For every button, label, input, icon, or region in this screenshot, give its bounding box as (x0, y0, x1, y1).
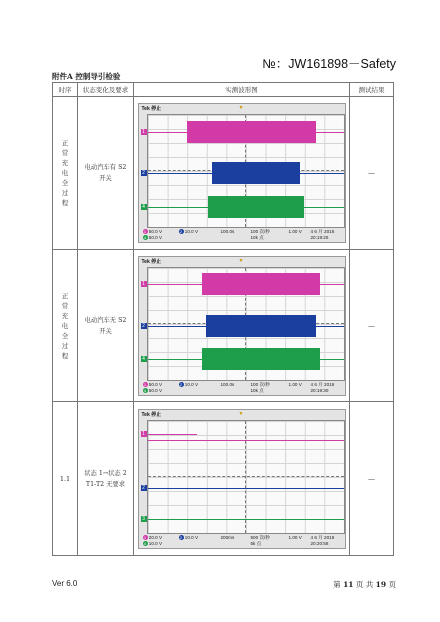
ch2-scale: 10.0 V (184, 229, 199, 234)
trace-marker-ch4: 4 (142, 203, 145, 210)
cell-requirement (78, 250, 134, 402)
ch4-scale: 10.0 V (148, 540, 163, 546)
scope-time: 20:20:58 (310, 540, 329, 546)
table-row (53, 97, 394, 250)
timing-text: 1.1 (59, 474, 71, 483)
cell-result (350, 402, 394, 556)
scope-graticule (142, 114, 345, 228)
ch1-scale: 50.0 V (148, 381, 163, 387)
scope-date: 4 6 月 2016 (310, 381, 335, 387)
report-number: №：JW161898－Safety (262, 57, 396, 71)
scope-graticule (142, 420, 345, 534)
timing-text: 正常充电全过程 (61, 291, 69, 360)
channel-4-icon: 4 (143, 540, 147, 546)
trace-marker-ch1: 1 (142, 128, 145, 135)
result-text: — (368, 474, 375, 483)
ch2-scale: 10.0 V (184, 381, 199, 387)
ch1-scale: 20.0 V (148, 534, 163, 540)
channel-1-icon: 1 (143, 229, 147, 235)
page-number (333, 579, 396, 590)
ch2-scale: 10.0 V (184, 534, 199, 540)
trace-pwm-ch4 (208, 196, 304, 218)
trace-pwm-ch1 (187, 121, 316, 143)
trace-marker-ch2: 2 (142, 484, 145, 491)
cell-timing (53, 402, 78, 556)
page-prefix: 第 (333, 580, 341, 589)
channel-1-icon: 1 (143, 381, 147, 387)
trace-baseline-ch3 (148, 519, 344, 520)
trace-pwm-ch4 (202, 348, 320, 370)
requirement-text: 电动汽车无 S2 开关 (84, 316, 127, 335)
version-label: Ver 6.0 (52, 579, 78, 588)
header-timing: 时序 (53, 83, 78, 97)
trace-baseline-ch2 (148, 488, 344, 489)
trace-step-ch1 (148, 434, 197, 435)
channel-2-icon: 2 (179, 229, 183, 235)
oscilloscope-screenshot (138, 409, 346, 549)
channel-4-icon: 4 (143, 387, 147, 393)
trace-marker-ch2: 2 (142, 322, 145, 329)
scope-status: Tek 停止 (141, 258, 162, 265)
trace-baseline-ch1 (148, 440, 344, 441)
page-mid: 页 共 (355, 580, 374, 589)
cell-timing (53, 250, 78, 402)
trace-pwm-ch2 (212, 162, 300, 184)
header-requirement: 状态变化及要求 (78, 83, 134, 97)
oscilloscope-screenshot (138, 256, 346, 396)
table-row (53, 250, 394, 402)
page-total: 19 (375, 580, 387, 589)
header-result: 测试结果 (350, 83, 394, 97)
result-text: — (368, 321, 375, 330)
trace-marker-ch1: 1 (142, 281, 145, 288)
cell-waveform (134, 97, 350, 250)
channel-2-icon: 2 (179, 381, 183, 387)
trigger-position-icon: ▼ (238, 257, 244, 264)
trace-pwm-ch1 (202, 273, 320, 295)
table-header-row (53, 83, 394, 97)
scope-date: 4 6 月 2016 (310, 229, 335, 234)
record-length: 10k 点 (250, 235, 264, 240)
scope-status: Tek 停止 (141, 106, 162, 112)
cell-result (350, 250, 394, 402)
timing-text: 正常充电全过程 (61, 139, 69, 207)
result-text: — (368, 169, 375, 177)
scope-time: 20:19:30 (310, 387, 329, 393)
trace-marker-ch3: 3 (142, 516, 145, 523)
record-length: 10k 点 (250, 387, 264, 393)
control-pilot-table (52, 82, 394, 556)
trace-pwm-ch2 (206, 315, 316, 337)
cell-requirement (78, 97, 134, 250)
sample-rate: 100 次/秒 (250, 381, 270, 387)
page-suffix: 页 (388, 580, 396, 589)
scope-time: 20:19:25 (310, 235, 329, 240)
cell-requirement (78, 402, 134, 556)
requirement-text: 电动汽车有 S2 开关 (84, 164, 127, 182)
cell-waveform (134, 402, 350, 556)
requirement-text: 状态 1→状态 2 T1-T2 无要求 (84, 469, 127, 488)
scope-graticule (142, 267, 345, 381)
oscilloscope-screenshot (138, 103, 346, 243)
timebase: 100.0s (220, 381, 235, 387)
cell-timing (53, 97, 78, 250)
trace-marker-ch1: 1 (142, 430, 145, 437)
trigger-level: 1.00 V (288, 534, 302, 540)
channel-1-icon: 1 (143, 534, 147, 540)
channel-2-icon: 2 (179, 534, 183, 540)
header-waveform: 实测波形图 (134, 83, 350, 97)
page-current: 11 (343, 580, 354, 589)
sample-rate: 100 次/秒 (250, 229, 270, 234)
trace-marker-ch2: 2 (142, 170, 145, 177)
timebase: 200ms (220, 534, 235, 540)
cell-result (350, 97, 394, 250)
ch4-scale: 50.0 V (148, 235, 163, 240)
trigger-level: 1.00 V (288, 381, 302, 387)
ch1-scale: 50.0 V (148, 229, 163, 234)
timebase: 100.0s (220, 229, 235, 234)
record-length: 5k 点 (250, 540, 262, 546)
channel-4-icon: 4 (143, 235, 147, 241)
trace-marker-ch4: 4 (142, 356, 145, 363)
trigger-position-icon: ▼ (238, 410, 244, 417)
table-row (53, 402, 394, 556)
scope-status: Tek 停止 (141, 411, 162, 418)
scope-date: 4 6 月 2016 (310, 534, 335, 540)
annex-title: 附件A 控制导引检验 (52, 72, 121, 81)
trigger-position-icon: ▼ (238, 105, 244, 111)
cell-waveform (134, 250, 350, 402)
trigger-level: 1.00 V (288, 229, 302, 234)
ch4-scale: 50.0 V (148, 387, 163, 393)
sample-rate: 500 次/秒 (250, 534, 270, 540)
